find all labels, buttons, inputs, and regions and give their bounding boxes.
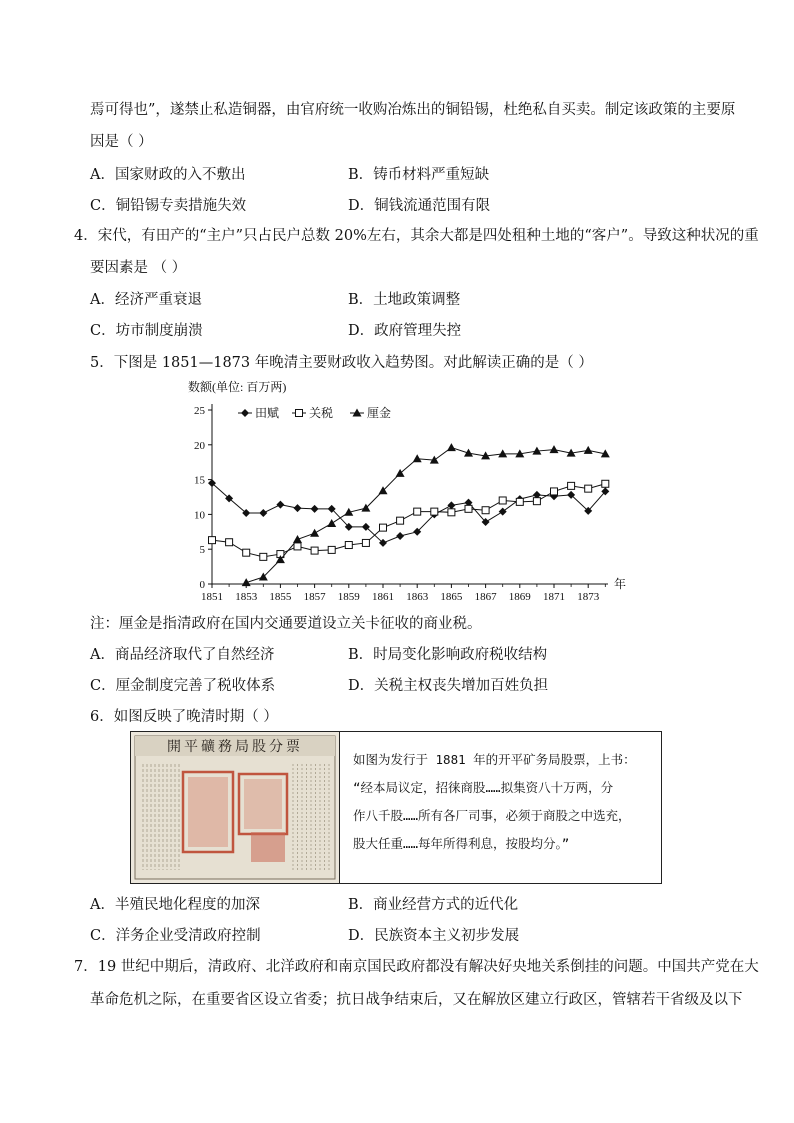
x-tick-label: 1867: [474, 591, 497, 600]
y-tick-label: 25: [194, 405, 205, 417]
q3-stem-line1: 焉可得也”，遂禁止私造铜器，由官府统一收购冶炼出的铜铅锡，杜绝私自买卖。制定该政策的主要原: [90, 102, 736, 118]
data-point-square: [311, 547, 318, 554]
share-certificate-image: [131, 732, 340, 883]
q6-option-a[interactable]: A．半殖民地化程度的加深: [90, 897, 260, 913]
data-point-square: [602, 480, 609, 487]
q6-option-c[interactable]: C．洋务企业受清政府控制: [90, 928, 261, 944]
q7-stem-line1: 7．19 世纪中期后，清政府、北洋政府和南京国民政府都没有解决好央地关系倒挂的问题。中国共产党在大: [74, 959, 759, 975]
data-point-square: [345, 542, 352, 549]
x-tick-label: 1865: [440, 591, 463, 600]
x-tick-label: 1853: [235, 591, 258, 600]
data-point-square: [585, 485, 592, 492]
q3-option-d[interactable]: D．铜钱流通范围有限: [348, 198, 491, 214]
data-point-diamond: [396, 532, 404, 540]
data-point-square: [533, 498, 540, 505]
data-point-square: [294, 543, 301, 550]
data-point-diamond: [276, 501, 284, 509]
y-tick-label: 10: [194, 509, 205, 522]
x-tick-label: 1859: [337, 591, 360, 600]
data-point-triangle: [293, 535, 302, 543]
data-point-square: [414, 508, 421, 515]
chart-axes: [194, 404, 608, 600]
data-point-diamond: [447, 501, 455, 509]
caption-line-3: 作八千股……所有各厂司事，必须于商股之中选充，: [353, 808, 631, 823]
q6-stem: 6．如图反映了晚清时期（ ）: [90, 709, 278, 725]
y-tick-label: 0: [199, 579, 205, 591]
legend-label: 田赋: [255, 406, 280, 420]
data-point-triangle: [310, 529, 319, 537]
q5-option-c[interactable]: C．厘金制度完善了税收体系: [90, 678, 276, 694]
x-tick-label: 1863: [406, 591, 429, 600]
data-point-triangle: [447, 443, 456, 451]
x-tick-label: 1851: [201, 591, 223, 600]
data-point-square: [397, 517, 404, 524]
q6-figure: [130, 731, 662, 884]
data-point-square: [431, 508, 438, 515]
data-point-square: [516, 498, 523, 505]
y-tick-label: 15: [194, 474, 205, 487]
data-point-square: [226, 539, 233, 546]
q4-option-a[interactable]: A．经济严重衰退: [90, 292, 202, 308]
certificate-illustration: [131, 732, 339, 883]
series-line-diamond: [212, 483, 605, 543]
q4-stem-line2: 要因素是 （ ）: [90, 260, 187, 276]
caption-line-1: 如图为发行于 1881 年的开平矿务局股票，上书：: [353, 752, 636, 767]
q4-stem-line1: 4．宋代，有田产的“主户”只占民户总数 20%左右，其余大都是四处租种土地的“客户”。导致这种状况的重: [74, 228, 759, 244]
data-point-diamond: [499, 508, 507, 516]
x-tick-label: 1857: [303, 591, 326, 600]
legend-label: 厘金: [367, 406, 392, 420]
data-point-triangle: [327, 519, 336, 527]
data-point-triangle: [584, 446, 593, 454]
y-tick-label: 20: [194, 439, 205, 452]
q5-note: 注：厘金是指清政府在国内交通要道设立关卡征收的商业税。: [90, 616, 482, 632]
q3-option-c[interactable]: C．铜铅锡专卖措施失效: [90, 198, 247, 214]
data-point-triangle: [498, 449, 507, 457]
series-line-square: [212, 484, 605, 557]
certificate-caption: [353, 746, 653, 858]
x-tick-label: 1861: [372, 591, 394, 600]
chart-legend: [238, 405, 391, 420]
data-point-square: [568, 482, 575, 489]
q3-option-a[interactable]: A．国家财政的入不敷出: [90, 167, 246, 183]
data-point-triangle: [550, 445, 559, 453]
x-tick-label: 1871: [543, 591, 565, 600]
q6-option-b[interactable]: B．商业经营方式的近代化: [348, 897, 519, 913]
legend-marker-diamond: [241, 409, 249, 417]
q6-option-d[interactable]: D．民族资本主义初步发展: [348, 928, 520, 944]
x-tick-label: 1855: [269, 591, 292, 600]
data-point-square: [209, 537, 216, 544]
q3-stem-line2: 因是（ ）: [90, 134, 153, 150]
q4-option-d[interactable]: D．政府管理失控: [348, 323, 462, 339]
data-point-square: [328, 546, 335, 553]
certificate-title: 開平礦務局股分票: [167, 739, 303, 755]
data-point-square: [260, 553, 267, 560]
q4-option-c[interactable]: C．坊市制度崩溃: [90, 323, 203, 339]
q5-option-d[interactable]: D．关税主权丧失增加百姓负担: [348, 678, 549, 694]
q5-option-a[interactable]: A．商品经济取代了自然经济: [90, 647, 275, 663]
data-point-triangle: [413, 454, 422, 462]
series-line-triangle: [246, 448, 605, 583]
data-point-square: [448, 509, 455, 516]
chart-series: [208, 443, 610, 586]
data-point-diamond: [259, 509, 267, 517]
data-point-square: [243, 549, 250, 556]
data-point-square: [465, 505, 472, 512]
data-point-square: [362, 539, 369, 546]
q5-stem: 5．下图是 1851—1873 年晚清主要财政收入趋势图。对此解读正确的是（ ）: [90, 355, 593, 371]
chart-xlabel: 年: [614, 577, 627, 591]
legend-label: 关税: [309, 406, 334, 420]
data-point-square: [380, 524, 387, 531]
caption-line-4: 股大任重……每年所得利息，按股均分。”: [353, 836, 570, 851]
q5-option-b[interactable]: B．时局变化影响政府税收结构: [348, 647, 548, 663]
fiscal-revenue-chart: [180, 375, 640, 600]
legend-marker-square: [296, 410, 303, 417]
data-point-diamond: [294, 504, 302, 512]
y-tick-label: 5: [199, 544, 205, 557]
q7-stem-line2: 革命危机之际，在重要省区设立省委；抗日战争结束后，又在解放区建立行政区，管辖若干省级及以下: [90, 992, 743, 1008]
caption-line-2: “经本局议定，招徕商股……拟集资八十万两，分: [353, 780, 614, 795]
x-tick-label: 1873: [577, 591, 600, 600]
chart-ylabel: 数额(单位: 百万两): [188, 380, 287, 394]
x-tick-label: 1869: [508, 591, 531, 600]
data-point-square: [499, 497, 506, 504]
data-point-square: [482, 507, 489, 514]
q3-option-b[interactable]: B．铸币材料严重短缺: [348, 167, 490, 183]
data-point-square: [551, 488, 558, 495]
q4-option-b[interactable]: B．土地政策调整: [348, 292, 461, 308]
data-point-diamond: [311, 505, 319, 513]
